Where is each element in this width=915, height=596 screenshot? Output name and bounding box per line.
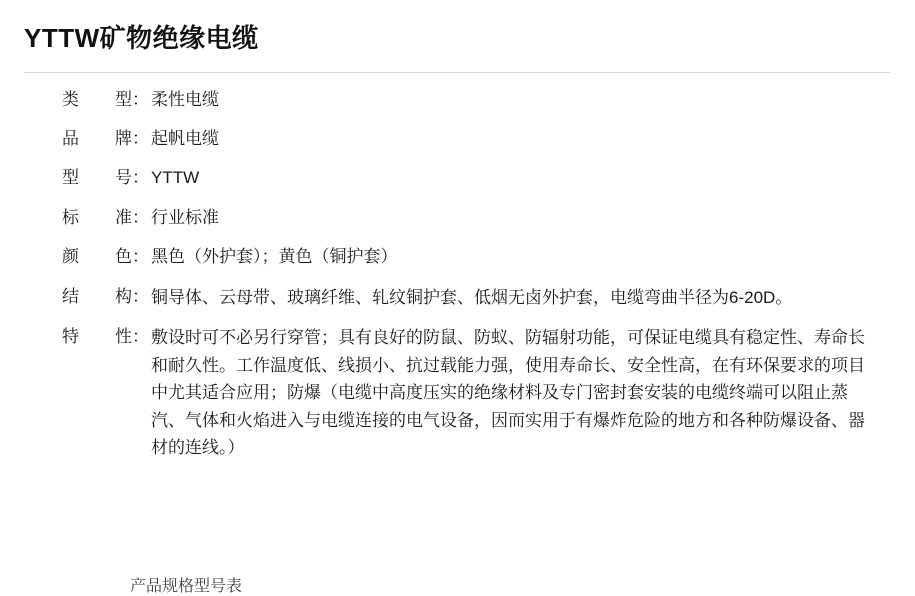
spec-value: 敷设时可不必另行穿管；具有良好的防鼠、防蚁、防辐射功能，可保证电缆具有稳定性、寿命长和耐久性。工作温度低、线损小、抗过载能力强，使用寿命长、安全性高，在有环保要求的项目中尤其适合应用；防爆（电缆中高度压实的绝缘材料及专门密封套安装的电缆终端可以阻止蒸汽、气体和火焰进入与电缆连接的电气设备，因而实用于有爆炸危险的地方和各种防爆设备、器材的连线。） xyxy=(151,328,865,458)
spec-label: 型号 xyxy=(62,168,132,188)
partial-bottom-text: 产品规格型号表 xyxy=(130,578,243,595)
spec-row-structure xyxy=(0,284,915,312)
spec-label: 类型 xyxy=(62,89,132,109)
spec-row-standard xyxy=(0,205,915,231)
spec-value: 行业标准 xyxy=(151,207,219,227)
title-divider xyxy=(24,72,891,73)
spec-row-model xyxy=(0,165,915,191)
spec-separator: ： xyxy=(132,247,149,267)
spec-value: YTTW xyxy=(151,168,200,188)
spec-separator: ： xyxy=(132,89,149,109)
spec-value: 黑色（外护套）；黄色（铜护套） xyxy=(151,247,398,267)
spec-row-brand xyxy=(0,126,915,152)
spec-separator: ： xyxy=(132,286,149,306)
spec-label: 标准 xyxy=(62,207,132,227)
spec-row-type xyxy=(0,87,915,113)
spec-separator: ： xyxy=(132,207,149,227)
spec-label: 颜色 xyxy=(62,247,132,267)
spec-row-features xyxy=(0,324,915,462)
spec-label: 品牌 xyxy=(62,129,132,149)
spec-row-color xyxy=(0,244,915,270)
spec-value: 铜导体、云母带、玻璃纤维、轧纹铜护套、低烟无卤外护套，电缆弯曲半径为6-20D。 xyxy=(151,287,793,307)
spec-label: 特性 xyxy=(62,327,132,347)
spec-separator: ： xyxy=(132,168,149,188)
spec-label: 结构 xyxy=(62,286,132,306)
spec-list xyxy=(0,87,915,462)
page-title: YTTW矿物绝缘电缆 xyxy=(24,23,259,53)
spec-value: 起帆电缆 xyxy=(151,129,219,149)
spec-value: 柔性电缆 xyxy=(151,89,219,109)
spec-separator: ： xyxy=(132,129,149,149)
spec-separator: ： xyxy=(132,327,149,347)
